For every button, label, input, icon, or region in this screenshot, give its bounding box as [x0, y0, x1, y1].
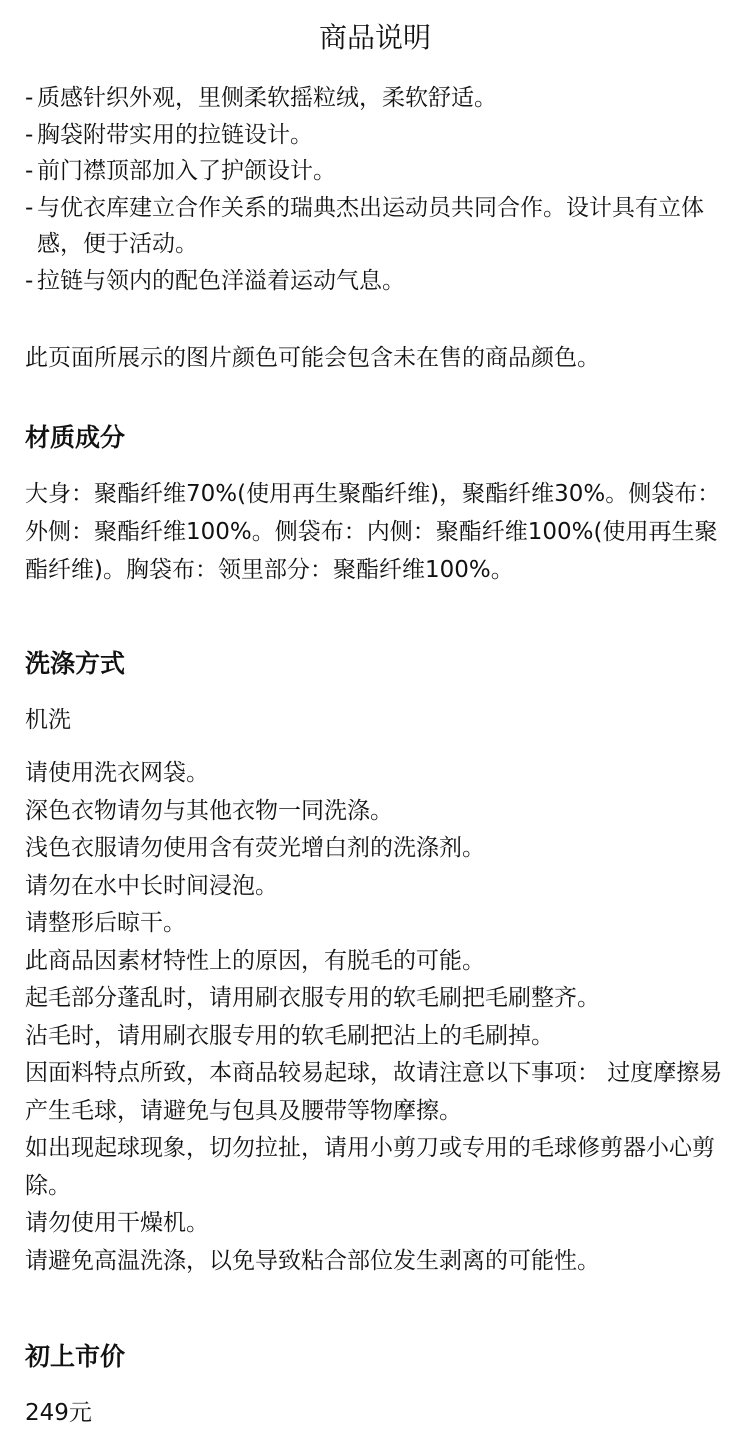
instruction-item: 起毛部分蓬乱时，请用刷衣服专用的软毛刷把毛刷整齐。: [25, 985, 600, 1011]
bullet-dash: -: [25, 158, 34, 184]
washing-method: 机洗: [25, 707, 71, 733]
feature-list: [25, 80, 730, 299]
bullet-dash: -: [25, 267, 34, 294]
bullet-dash: -: [25, 85, 34, 111]
feature-text: 胸袋附带实用的拉链设计。: [37, 121, 313, 148]
washing-instructions: [25, 755, 730, 1280]
instruction-item: 因面料特点所致，本商品较易起球，故请注意以下事项： 过度摩擦易产生毛球，请避免与包具及腰带等物摩擦。: [25, 1060, 723, 1124]
washing-heading: 洗涤方式: [25, 649, 126, 678]
instruction-item: 深色衣物请勿与其他衣物一同洗涤。: [25, 797, 393, 824]
instruction-item: 请使用洗衣网袋。: [25, 760, 209, 786]
instruction-item: 请勿使用干燥机。: [25, 1210, 209, 1236]
price-value: 249元: [25, 1400, 92, 1426]
price-heading: 初上市价: [25, 1342, 126, 1371]
instruction-item: 如出现起球现象，切勿拉扯，请用小剪刀或专用的毛球修剪器小心剪除。: [25, 1135, 715, 1199]
instruction-item: 请整形后晾干。: [25, 910, 186, 936]
material-text: 大身：聚酯纤维70%(使用再生聚酯纤维)，聚酯纤维30%。侧袋布：外侧：聚酯纤维100%。侧袋布：内侧：聚酯纤维100%(使用再生聚酯纤维)。胸袋布：领里部分：聚酯纤维100%。: [25, 481, 721, 583]
feature-text: 拉链与领内的配色洋溢着运动气息。: [37, 267, 405, 294]
instruction-item: 浅色衣服请勿使用含有荧光增白剂的洗涤剂。: [25, 835, 485, 861]
bullet-dash: -: [25, 121, 34, 148]
instruction-item: 此商品因素材特性上的原因，有脱毛的可能。: [25, 947, 485, 974]
material-heading: 材质成分: [25, 423, 126, 452]
color-note: 此页面所展示的图片颜色可能会包含未在售的商品颜色。: [25, 345, 600, 371]
feature-text: 与优衣库建立合作关系的瑞典杰出运动员共同合作。设计具有立体感，便于活动。: [37, 194, 704, 257]
feature-text: 质感针织外观，里侧柔软摇粒绒，柔软舒适。: [37, 85, 497, 111]
feature-item: [25, 80, 730, 117]
page-title: 商品说明: [318, 21, 431, 54]
instruction-item: 沾毛时，请用刷衣服专用的软毛刷把沾上的毛刷掉。: [25, 1022, 554, 1049]
feature-item: [25, 190, 730, 263]
instruction-item: 请避免高温洗涤，以免导致粘合部位发生剥离的可能性。: [25, 1247, 600, 1274]
feature-item: [25, 117, 730, 154]
bullet-dash: -: [25, 194, 34, 221]
feature-item: [25, 153, 730, 190]
feature-text: 前门襟顶部加入了护颌设计。: [37, 158, 336, 184]
instruction-item: 请勿在水中长时间浸泡。: [25, 872, 278, 899]
feature-item: [25, 263, 730, 300]
